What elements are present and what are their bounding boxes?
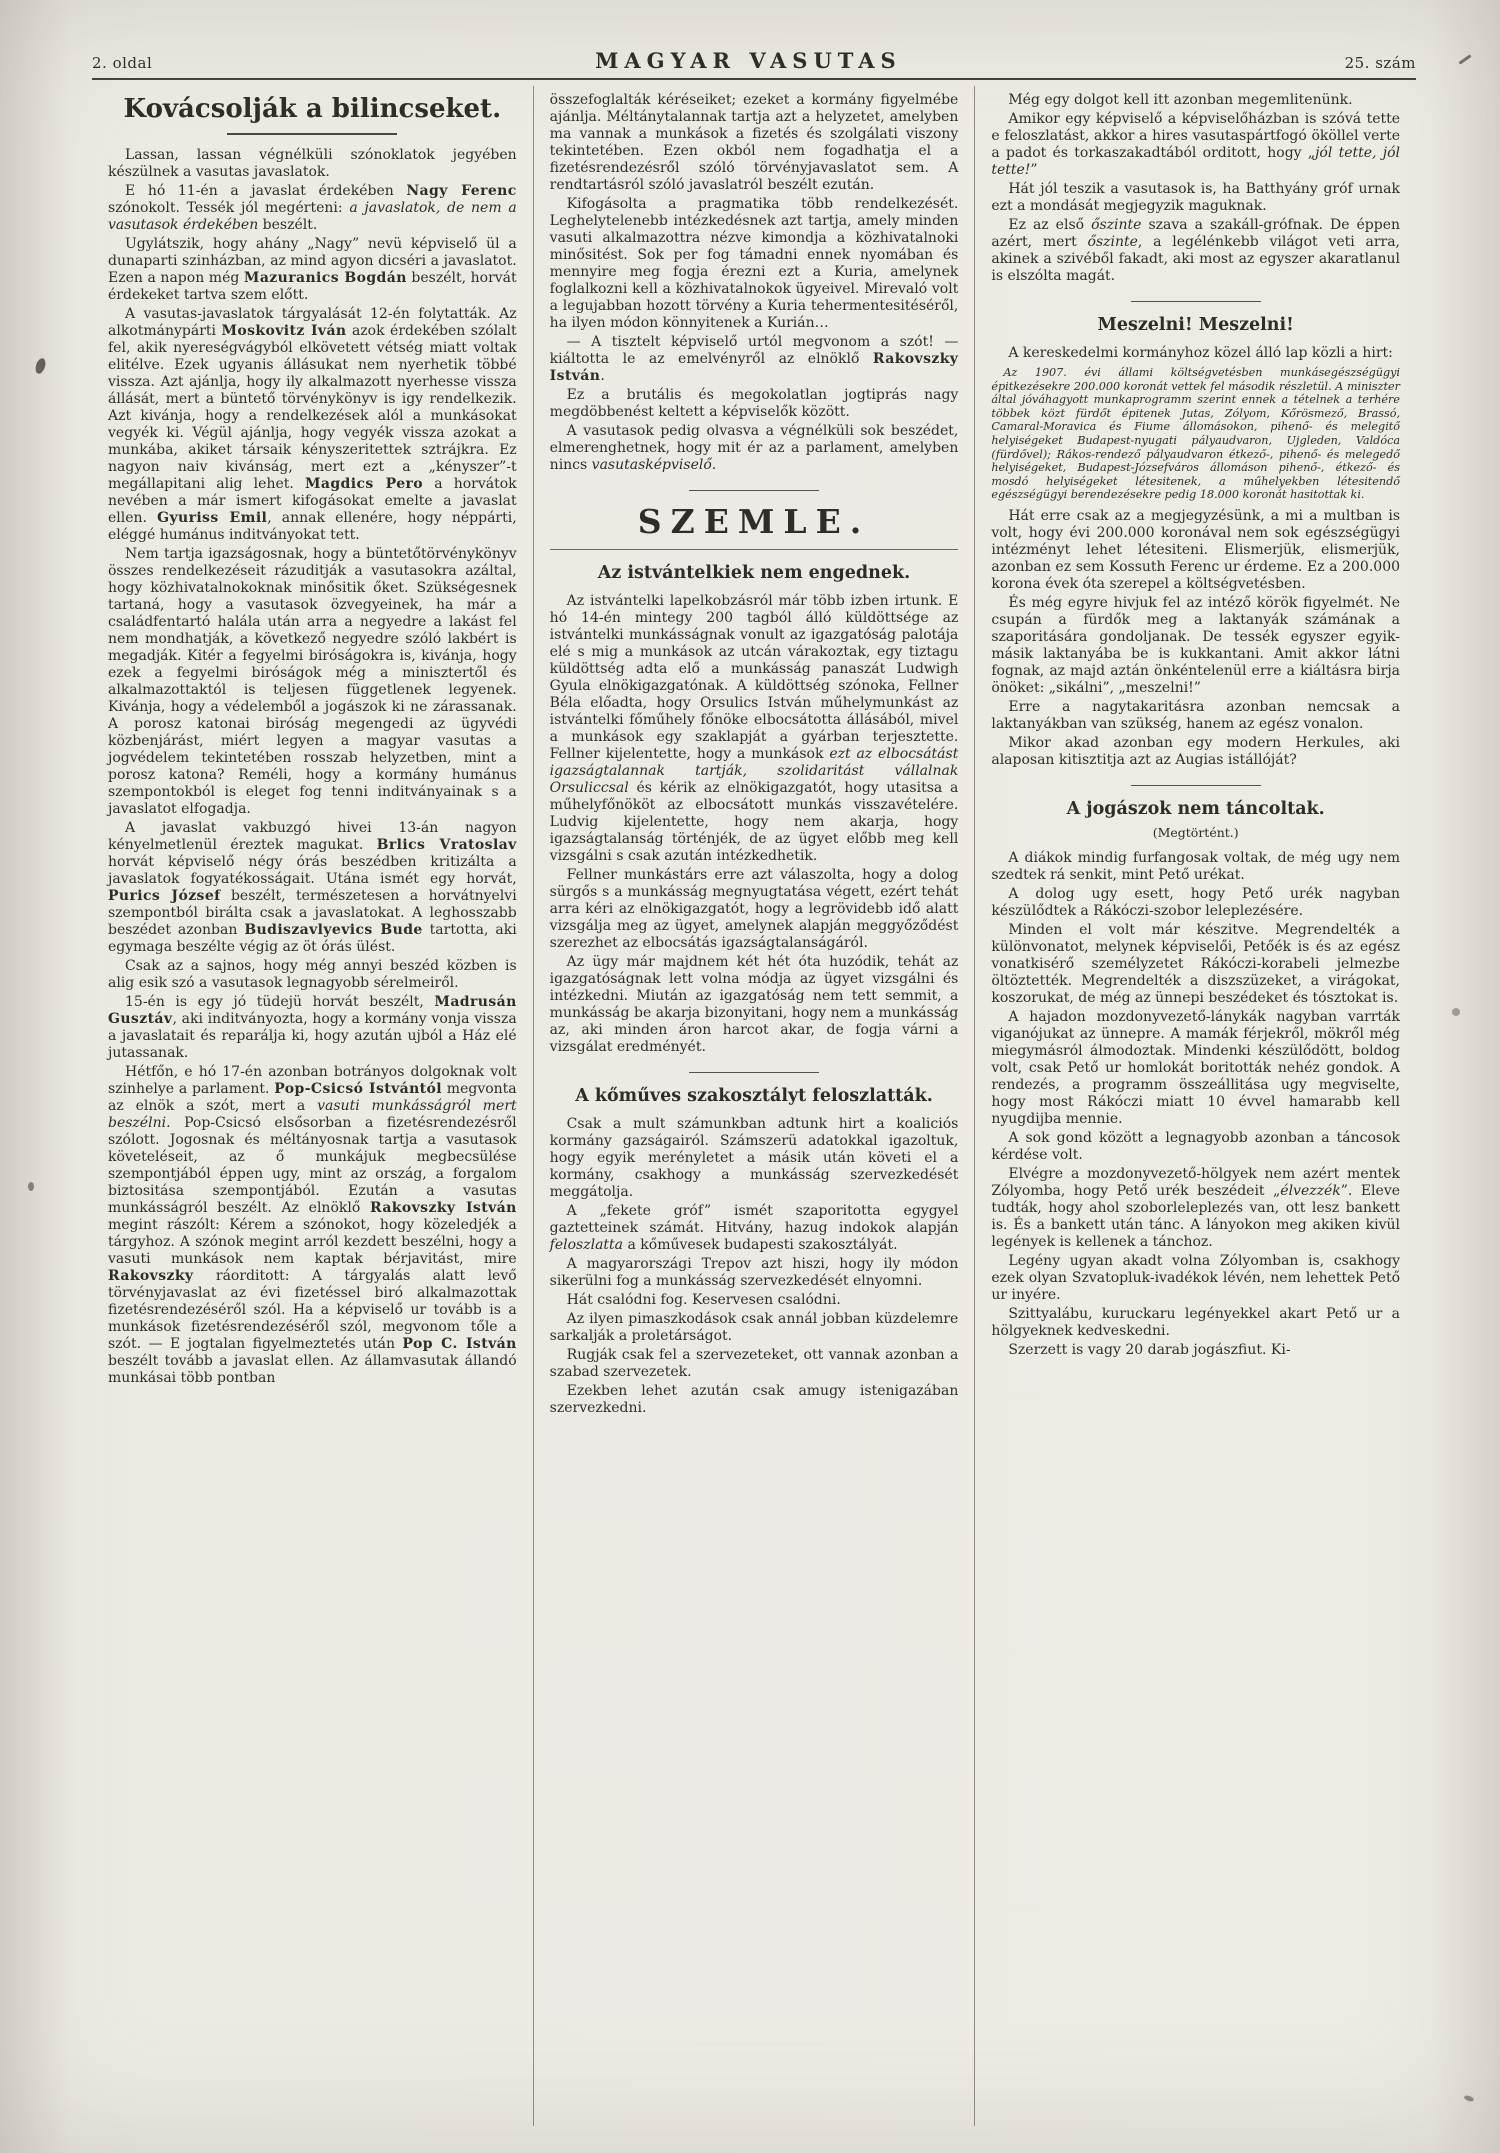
subheading-note: (Megtörtént.) [1152,824,1239,840]
separator-rule [1131,301,1261,302]
paragraph: Csak az a sajnos, hogy még annyi beszéd közben is alig esik szó a vasutasok legnagyobb sérelmeiről. [108,958,517,991]
paragraph: A diákok mindig furfangosak voltak, de még ugy nem szedtek rá senkit, mint Pető urékat. [991,849,1401,883]
paragraph: A hajadon mozdonyvezető-lánykák nagyban varrták viganójukat az ünnepre. A mamák férjekről, mökről még miegymásról álmodoztak. Mindenki készülődött, boldog volt, csak Pető ur homlokát boritották nehéz gondok. A rendezés, a programm összeállitása ugy megviselte, hogy most Rákóczi miatt 10 évvel hamarabb kell nyugdijba mennie. [991,1008,1401,1127]
paragraph: Hétfőn, e hó 17-én azonban botrányos dolgoknak volt szinhelye a parlament. Pop-Csicsó Istvántól megvonta az elnök a szót, mert a vasuti munkásságról mert beszélni. Pop-Csicsó elsősorban a fizetésrendezésről szólott. Jogosnak és méltányosnak tartja a vasutasok követeléseit, az ő munkájuk megbecsülése szempontjából éppen ugy, mint az ország, a forgalom biztositása szempontjából. Ezután a vasutas munkásságról beszélt. Az elnöklő Rakovszky István megint rászólt: Kérem a szónokot, hogy közeledjék a tárgyhoz. A szónok megint arról kezdett beszélni, hogy a vasuti munkások nem kaptak bérjavitást, mire Rakovszky ráorditott: A tárgyalás alatt levő törvényjavaslat az évi fizetéssel biró alkalmazottak fizetésrendezéséről szól. Ha a képviselő ur tovább is a munkások fizetésrendezéséről szól, megvonom tőle a szót. — E jogtalan figyelmeztetés után Pop C. István beszélt tovább a javaslat ellen. Az államvasutak állandó munkásai több pontban [108,1064,517,1386]
paragraph: Minden el volt már készitve. Megrendelték a különvonatot, melynek képviselői, Petőék is és az egész vonatkisérő személyzetet Rákóczi-korabeli jelmezbe öltöztették. Megrendelték a diszszüzeket, a virágokat, koszorukat, de még az ünnepi beszédeket és tósztokat is. [991,921,1401,1006]
column-right [974,86,1416,2126]
paragraph: A javaslat vakbuzgó hivei 13-án nagyon kényelmetlenül éreztek magukat. Brlics Vratoslav horvát képviselő négy órás beszédben kritizálta a javaslatok fogyatékosságait. Utána ismét egy horvát, Purics József beszélt, természetesen a horvátnyelvi szempontból birálta csak a javaslatokat. A leghosszabb beszédet azonban Budiszavlyevics Bude tartotta, aki egymaga beszélte végig az öt órás ülést. [108,820,517,955]
page-number: 2. oldal [92,54,153,72]
paragraph: Kifogásolta a pragmatika több rendelkezését. Leghelytelenebb intézkedésnek azt tartja, amely minden vasuti alkalmazottra nézve kimondja a közhivatalnoki minősitést. Sok per fog támadni ennek nyomában és mennyire meg fogja érezni ezt a Kuria, amelynek foglalkozni kell a közhivatalnokok ügyeivel. Mirevaló volt a legujabban hozott törvény a Kuria tehermentesitéséről, ha ilyen módon könnyitenek a Kurián… [549,196,959,331]
paragraph: Fellner munkástárs erre azt válaszolta, hogy a dolog sürgős s a munkásság megnyugtatása végett, ezért tehát arra kéri az elnökigazgatót, hogy a legrövidebb idő alatt vizsgálja meg az ügyet, amelynek alapján meggyőződést szerezhet az elbocsátás igazságtalanságáról. [549,867,959,951]
small-print-paragraph: Az 1907. évi állami költségvetésben munkásegészségügyi épitkezésekre 200.000 koronát vettek fel második részletül. A miniszter által jóváhagyott munkaprogramm szerint ennek a tételnek a terhére többek közt fürdőt épitenek Jutas, Zólyom, Kőrösmező, Brassó, Camaral-Moravica és Fiume állomásokon, pihenő- és melegitő helyiségeket Budapest-nyugati pályaudvaron, Ujgleden, Valdóca (fürdővel); Rákos-rendező pályaudvaron étkező-, pihenő- és melegedő helyiségeket, Budapest-Józsefváros állomáson pihenő-, étkező- és mosdó helyiségeket létesitenek, a műhelyekben létesitendő egészségügyi berendezésekre pedig 18.000 koronát hasitottak ki. [991,366,1401,502]
subheading: A jogászok nem táncoltak. [1066,798,1325,819]
newspaper-title: MAGYAR VASUTAS [595,48,902,73]
paragraph: Ezekben lehet azután csak amugy istenigazában szervezkedni. [549,1383,959,1416]
paragraph-continuation: összefoglalták kéréseiket; ezeket a kormány figyelmébe ajánlja. Méltánytalannak tartja azt a helyzetet, amelyben ma vannak a munkások a fizetés és szolgálati viszony tekintetében. Ezen okból nem fogadhatja el a fizetésrendezésről szóló törvényjavaslatot sem. A rendtartásról szóló javaslatról beszélt ezután. [549,92,959,193]
paragraph: Erre a nagytakaritásra azonban nemcsak a laktanyákban van szükség, hanem az egész vonalon. [991,698,1401,732]
paragraph: Elvégre a mozdonyvezető-hölgyek nem azért mentek Zólyomba, hogy Pető urék beszédeit „élvezzék”. Eleve tudták, hogy ahol szoborleleplezés van, ott lesz bankett is. És a bankett után tánc. A lányokon meg akiken kivül legények is kellenek a tánchoz. [991,1165,1401,1250]
separator-rule [1131,785,1261,786]
scan-artifact [1452,1008,1460,1016]
paragraph: Lassan, lassan végnélküli szónoklatok jegyében készülnek a vasutas javaslatok. [108,147,517,180]
column-layout [92,86,1416,2126]
paragraph: A kereskedelmi kormányhoz közel álló lap közli a hirt: [1008,345,1393,361]
issue-number: 25. szám [1344,54,1416,72]
paragraph: A vasutasok pedig olvasva a végnélküli sok beszédet, elmerenghetnek, hogy mit ér az a parlament, amelyben nincs vasutasképviselő. [549,423,959,473]
paragraph: Nem tartja igazságosnak, hogy a büntetőtörvénykönyv összes rendelkezéseit rázuditják a vasutasokra azáltal, hogy közhivatalnokoknak minősitik őket. Szükségesnek tartaná, hogy a vasutasok özvegyeinek, ha már a családfentartó halála után arra a negyedre a lakást fel nem mondhatják, a következő negyedre szóló lakbért is megadják. Kitér a fegyelmi biróságokra is, kivánja, hogy ezek a fegyelmi biróságok még a minisztertől és alkalmazottaktól is teljesen függetlenek legyenek. Kivánja, hogy a védelemből a jogászok ki ne zárassanak. A porosz katonai biróság megengedi az ügyvédi közbenjárást, miért legyen a magyar vasutas a jogvédelem tekintetében rosszab helyzetben, mint a porosz katona? Reméli, hogy a kormány humánus szempontokból is eleget fog tenni inditványainak s a javaslatot elfogadja. [108,546,517,817]
scan-artifact [28,1182,34,1191]
subheading: A kőműves szakosztályt feloszlatták. [575,1086,933,1106]
scan-artifact [1463,2094,1474,2102]
section-heading: SZEMLE. [550,503,959,550]
paragraph: Rugják csak fel a szervezeteket, ott vannak azonban a szabad szervezetek. [549,1347,959,1380]
article-title: Kovácsolják a bilincseket. [108,94,517,135]
paragraph: — A tisztelt képviselő urtól megvonom a szót! — kiáltotta le az emelvényről az elnöklő Rakovszky István. [549,334,959,384]
paragraph: Legény ugyan akadt volna Zólyomban is, csakhogy ezek olyan Szvatopluk-ivadékok lévén, nem lehettek Pető ur inyére. [991,1252,1401,1303]
paragraph: A sok gond között a legnagyobb azonban a táncosok kérdése volt. [991,1129,1401,1163]
paragraph: Szittyalábu, kuruckaru legényekkel akart Pető ur a hölgyeknek kedveskedni. [991,1305,1401,1339]
paragraph: Amikor egy képviselő a képviselőházban is szóvá tette e feloszlatást, akkor a hires vasutaspártfogó ököllel verte a padot és torkaszakadtából orditott, hogy „jól tette, jól tette!” [991,111,1401,178]
paragraph: 15-én is egy jó tüdejü horvát beszélt, Madrusán Gusztáv, aki inditványozta, hogy a kormány vonja vissza a javaslatait és reparálja ki, hogy azután ujból a Ház elé jutassanak. [108,994,517,1061]
paragraph: Mikor akad azonban egy modern Herkules, aki alaposan kitisztitja azt az Augias istállóját? [991,734,1401,768]
paragraph: Az istvántelki lapelkobzásról már több izben irtunk. E hó 14-én mintegy 200 tagból álló küldöttsége az istvántelki munkásságnak vonult az igazgatóság palotája elé s mig a munkások az utcán várakoztak, egy tiztagu küldöttség adta elő a munkásság panaszát Ludwigh Gyula elnökigazgatónak. A küldöttség szónoka, Fellner Béla előadta, hogy Orsulics István műhelymunkást az istvántelki főműhely főnöke elbocsátotta állásából, mivel a munkások egy szaklapját a gyárban terjesztette. Fellner kijelentette, hogy a munkások ezt az elbocsátást igazságtalannak tartják, szolidaritást vállalnak Orsuliccsal és kérik az elnökigazgatót, hogy utasitsa a műhelyfőnököt az elbocsátott munkás visszavételére. Ludvig kijelentette, hogy nem akarja, hogy igazságtalanság történjék, de az ügyet előbb meg kell vizsgálni s csak azután intézkedhetik. [549,593,959,864]
column-middle [533,86,975,2126]
paragraph: Hát csalódni fog. Keservesen csalódni. [566,1292,841,1308]
paragraph: A vasutas-javaslatok tárgyalását 12-én folytatták. Az alkotmánypárti Moskovitz Iván azok érdekében szólalt fel, akik nyereségvágyból elkövetett vétség miatt voltak elitélve. Ezek ugyanis állásukat nem nyerhetik többé vissza. Azt ajánlja, hogy ily alkalmazott nyerhesse vissza állását, mert a büntető törvénykönyv is igy rendelkezik. Azt kivánja, hogy a rendelkezések alól a munkásokat vegyék ki. Végül ajánlja, hogy vegyék vissza azokat a munkába, akiket társaik kényszeritettek sztrájkra. Ez nagyon naiv kivánság, mert ezt a „kényszer”-t megállapitani alig lehet. Magdics Pero a horvátok nevében a már ismert kifogásokat emelte a javaslat ellen. Gyuriss Emil, annak ellenére, hogy néppárti, eléggé humánus inditványokat tett. [108,306,517,543]
subheading: Meszelni! Meszelni! [1097,315,1294,335]
separator-rule [689,1072,819,1073]
paragraph: Még egy dolgot kell itt azonban megemlitenünk. [1008,92,1353,108]
paragraph: Ugylátszik, hogy ahány „Nagy” nevü képviselő ül a dunaparti szinházban, az mind agyon dicséri a javaslatot. Ezen a napon még Mazuranics Bogdán beszélt, horvát érdekeket tartva szem előtt. [108,236,517,303]
paragraph: Ez a brutális és megokolatlan jogtiprás nagy megdöbbenést keltett a képviselők között. [549,387,959,420]
separator-rule [689,490,819,491]
column-left [92,86,533,2126]
paragraph: A dolog ugy esett, hogy Pető urék nagyban készülődtek a Rákóczi-szobor leleplezésére. [991,885,1401,919]
paragraph: E hó 11-én a javaslat érdekében Nagy Ferenc szónokolt. Tessék jól megérteni: a javaslatok, de nem a vasutasok érdekében beszélt. [108,183,517,233]
paragraph: Csak a mult számunkban adtunk hirt a koaliciós kormány gazságairól. Számszerü adatokkal igazoltuk, hogy egyik merényletet a másik után követi el a kormány, csakhogy a munkásság szervezkedését meggátolja. [549,1116,959,1200]
paragraph: A magyarországi Trepov azt hiszi, hogy ily módon sikerülni fog a munkásság szervezkedését elnyomni. [549,1256,959,1289]
scan-artifact [1458,54,1471,64]
paragraph: Szerzett is vagy 20 darab jogászfiut. Ki- [1008,1341,1291,1358]
paragraph: Hát jól teszik a vasutasok is, ha Batthyány gróf urnak ezt a mondását megjegyzik maguknak. [991,181,1401,214]
paragraph: Az ilyen pimaszkodások csak annál jobban küzdelemre sarkalják a proletárságot. [549,1311,959,1344]
paragraph: Ez az első őszinte szava a szakáll-grófnak. De éppen azért, mert őszinte, a legélénkebb világot veti arra, akinek a szivéből fakadt, aki most az egyszer akaratlanul is elszólta magát. [991,217,1401,284]
paragraph: És még egyre hivjuk fel az intéző körök figyelmét. Ne csupán a fürdők meg a laktanyák számának a szaporitására gondoljanak. De tessék egyszer egyik-másik laktanyába be is kukkantani. Amit akkor látni fognak, az majd aztán önkéntelenül erre a kiáltásra birja önöket: „sikálni”, „meszelni!” [991,594,1401,696]
subheading: Az istvántelkiek nem engednek. [597,563,911,583]
scan-artifact [34,357,48,375]
masthead [92,48,1416,80]
paragraph: Hát erre csak az a megjegyzésünk, a mi a multban is volt, hogy évi 200.000 koronával nem sok egészségügyi intézményt lehet létesiteni. Elismerjük, elismerjük, azonban ez sem Kossuth Ferenc ur érdeme. Ez a 200.000 korona évek óta szerepel a költségvetésben. [991,507,1401,592]
paragraph: Az ügy már majdnem két hét óta huzódik, tehát az igazgatóságnak lett volna módja az ügyet vizsgálni és intézkedni. Miután az igazgatóság nem tett semmit, a munkásság be akarja bizonyitani, hogy nem a munkásság az, aki minden áron harcot akar, de fogja várni a vizsgálat eredményét. [549,954,959,1055]
paragraph: A „fekete gróf” ismét szaporitotta egygyel gaztetteinek számát. Hitvány, hazug indokok alapján feloszlatta a kőművesek budapesti szakosztályát. [549,1203,959,1253]
